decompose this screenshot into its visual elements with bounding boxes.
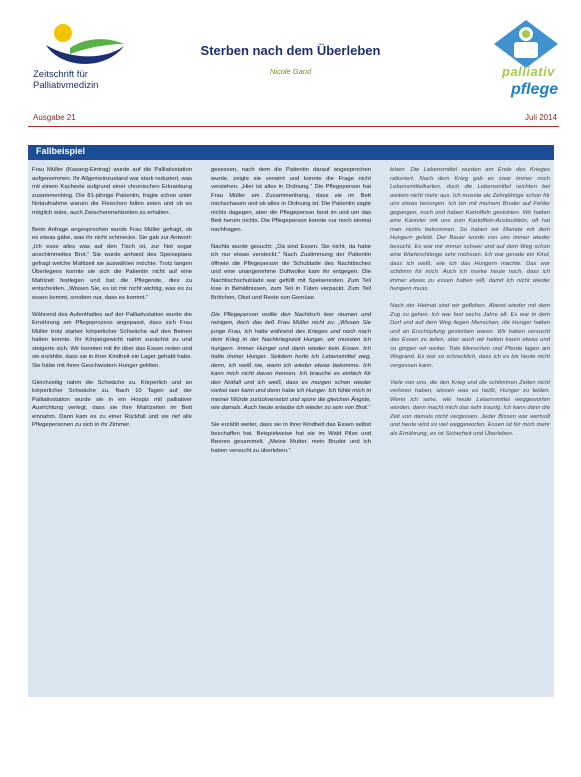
article-title: Sterben nach dem Überleben [200,43,381,58]
paragraph: Frau Müller (Kasang-Eintrag) wurde auf die Palliativstation aufgenommen. Ihr Allgemeinzustand war stark reduziert, was mit einem Kachexie aufgrund einer chronischen Erkrankung zusammenhing. Die 81-jährige Patientin, fragte schon unter Notaufnahme warum die Fleischen fallen seien und ob es möglich wäre, auch Zwischenmahlzeiten zu erhalten. [32,167,192,216]
text-column-2 [211,166,371,464]
text-column-1 [32,166,192,438]
box-header [28,145,554,160]
paragraph: Die Pflegeperson wollte den Nachtisch leer räumen und reinigen, doch das ließ Frau Müller nicht zu: „Wissen Sie junge Frau, ich hatte während des Krieges und noch nach dem Krieg in der Nachkriegszeit Hunger, wir mussten ich hungern. Immer Hunger und dann wieder kein Essen. Ich hatte immer Hunger. Seitdem horte ich Lebensmittel weg, denn, ich weiß nie, wann ich wieder etwas bekomme. Ich kann mich nicht davon trennen. Ich brauche es einfach für den Notfall und ich weiß, dass es morgen schon wieder vorbei sein kann und dann habe ich Hunger. Ich fühle mich in meiner Würde zurückversetzt und spüre die gleichen Ängste, wie damals. Auch heute erlaube ich wieder zu sein von Brot.“ [211,311,371,411]
paragraph: Viele von uns, die den Krieg und die schlimmen Zeiten nicht verloren haben, wissen was es heißt, Hunger zu leiden. Wenn ich sehe, wie heute Lebensmittel weggeworfen werden, dann macht mich das sehr traurig. Ich kann dann die Zeit von damals nicht vergessen. Jeder Bissen war wertvoll und heute wird so viel weggeworfen. Essen ist für mich mehr als Ernährung, es ist Sicherheit und Überleben. [390,379,550,437]
paragraph: Sie erzählt weiter, dass sie in ihrer Kindheit das Essen selbst beschaffen hat. Beispielweise hat sie im Wald Pilze und Beeren gesammelt. „Meine Mutter, mein Bruder und ich haben versucht zu überleben.“ [211,422,371,454]
issue-date: Juli 2014 [524,113,557,122]
journal-title-line2: Palliativmedizin [33,80,99,91]
text-column-3 [390,166,550,447]
paragraph: gesessen, nach dem die Patientin darauf angesprochen wurde, zeigte sie verwirrt und konnte die Frage nicht verstehen. „Hier ist alles in Ordnung.“ Die Pflegeperson hat Frau Müller am Zusammenhang, dass sie im Bett nachschauen und ob alles in Ordnung ist. Die Patientin sagte nichts dagegen, aber die Pflegeperson fand im und um das Bett herum nichts. Die Pflegeperson konnte nur noch einmal nachfragen. [211,167,371,233]
brand-pflege: pflege [511,81,559,98]
author-name: Nicole Gand [269,67,312,76]
paragraph: Gleichzeitig nahm die Schwäche zu. Körperlich und an körperlicher Schwäche zu. Nach 10 Tagen auf der Palliativstation wurde sie in ein Hospiz mit palliativer Ausrichtung verlegt, dass sie ihre Mahlzeiten im Bett einnahm. Dann kam es zu einer Rückfall und sie rief alle Pflegepersonen zu sich in ihr Zimmer. [32,379,192,428]
box-title: Fallbeispiel [36,146,86,156]
brand-palliativ: palliativ [502,64,555,79]
paragraph: Nach der Heimat sind wir geflohen, Abend wieder mit dem Zug zu gehen. Ich war fast sechs Jahre alt. Es war in dem Dorf und auf dem Weg liegen Menschen, die Hunger hatten und an Erschöpfung gestorben waren. Wir haben versucht das Essen zu teilen, aber auch wir hatten kaum etwas und so gingen wir weiter. Tote Menschen und Pferde lagen am Wegrand. Es war so schrecklich, dass ich es bis heute nicht vergessen kann. [390,303,550,369]
paragraph: leben. Die Lebensmittel wurden am Ende des Krieges rationiert. Nach dem Krieg gab es zwar immer noch Lebensmittelkarten, doch die Lebensmittel reichten bei weitem nicht mehr aus. Ich musste als Zehnjährige schon für uns etwas besorgen. Ich bin mit meinem Bruder auf Felder gegangen, noch und haben Kartoffeln gestohlen. Wir hatten eine Kanister mit uns zum Kartoffeln-Ausbuddeln, oft hat man nichts bekommen. So haben wir Monate mit dem Hungern gelebt. Der Bauer wurde von uns immer wieder besucht. Es war mir immer schwer und auf dem Weg schon eine Warteschlange sehr mühsam. Ich war gerade ein Kind, dass ich weiß, wie ich das Hungern machte. Das war schlimm für mich. Auch ich merke heute noch, dass ich immer etwas zu essen haben will, damit ich nicht wieder hungern muss. [390,167,550,292]
paragraph: Beim Anfrage angesprochen wurde Frau Müller gefragt, ob es etwas gäbe, was ihr nicht schmecke. Sie gab zur Antwort: „Ich esse alles was auf den Tisch ist, zur Not sogar anschimmeltes Brot.“ Sie wurde anhand des Speiseplans gefragt welche Mahlzeit sie auswählen möchte. Trotz langen Überlegens konnte sie sich die Patientin nicht auf eine Mahlzeit festlegen und bat die Pflegende, dies zu entscheiden. „Wissen Sie, es ist mir nicht wichtig, was es zu essen kommt, sondern nur, dass es kommt.“ [32,226,192,301]
journal-title-line1: Zeitschrift für [33,69,88,80]
issue-number: Ausgabe 21 [33,113,76,122]
paragraph: Nachts wurde gesucht: „Da sind Essen. Sie nicht, da habe ich nur etwas versteckt.“ Nach Zustimmung der Patientin öffnete die Pflegeperson die Schublade des Nachttisches und eine unangenehme Duftwolke kam ihr entgegen. Die Nachtischschublade war gefüllt mit Speiseresten. Zum Teil lose in Behältnissen, zum Teil in Tüten verpackt. Zum Teil Brötchen, Obst und Reste von Gemüse. [211,243,371,301]
case-example-box [28,145,554,697]
header-divider [28,126,559,127]
paragraph: Während des Aufenthaltes auf der Palliativstation wurde die Ernährung am Pflegeprozess angepasst, dass sich Frau Müller trotz starker körperlicher Schwäche auf den Beinen halten konnte. Ihr Körpergewicht nahm zunächst zu und steigerte sich. Wir konnten mit ihr über das Essen reden und sie erzählte, dass sie in ihrer Kindheit ein Lager gehabt habe. Sie hätte mit ihren Geschwistern Hunger gelitten. [32,311,192,369]
